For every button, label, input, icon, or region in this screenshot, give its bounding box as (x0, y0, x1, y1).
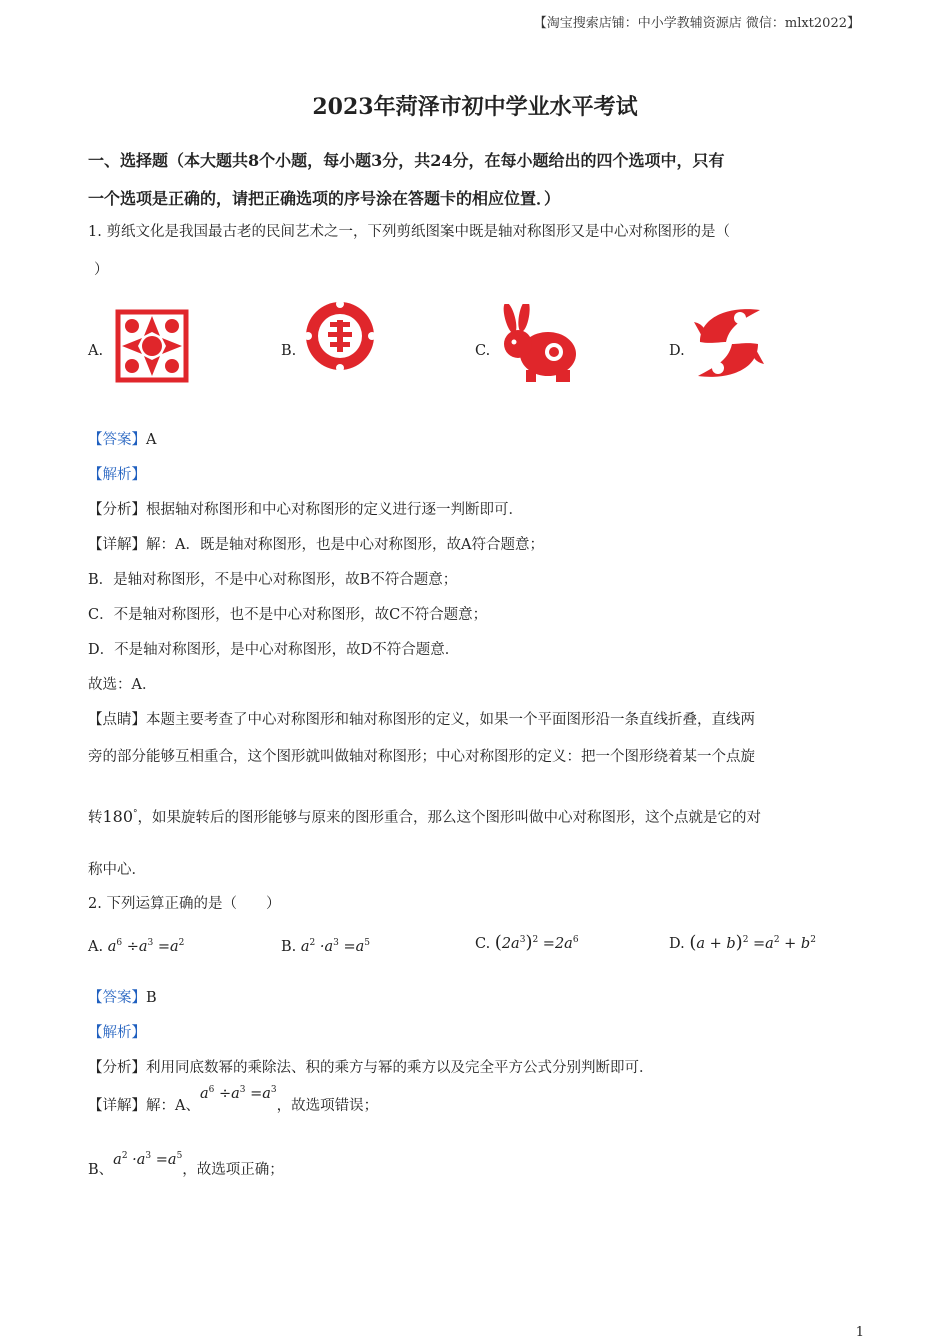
detail-a-end: ，故选项错误； (276, 1098, 379, 1114)
q1-detail-d: D．不是轴对称图形，是中心对称图形，故D不符合题意． (88, 642, 460, 658)
dianjing3-end: ，如果旋转后的图形能够与原来的图形重合，那么这个图形叫做中心对称图形，这个点就是它的对 (137, 810, 762, 826)
answer-value: B (146, 990, 157, 1006)
dianjing3-start: 转 (88, 810, 103, 826)
detail-tag: 【详解】 (88, 537, 146, 553)
q2-stem: 2. 下列运算正确的是（ ） (88, 896, 281, 912)
page-number: 1 (855, 1325, 864, 1340)
q2-option-a: A. $a^6 \div a^3 =a^2$ (88, 938, 185, 955)
q1-dianjing-line1 (88, 708, 755, 729)
rabbit-papercut-image (496, 304, 582, 386)
q1-fenxi (88, 498, 523, 519)
q2-answer (88, 986, 157, 1007)
q2-option-d: D. $(a + b)^2 =a^2 + b^2$ (669, 932, 816, 953)
q1-analysis-tag: 【解析】 (88, 467, 146, 483)
q2-fenxi (88, 1056, 654, 1077)
fenxi-text: 根据轴对称图形和中心对称图形的定义进行逐一判断即可． (146, 502, 523, 518)
q1-option-c-label: C. (475, 343, 491, 359)
q1-option-b-label: B. (281, 343, 297, 359)
page-header: 【淘宝搜索店铺：中小学教辅资源店 微信：mlxt2022】 (533, 16, 860, 31)
q1-answer (88, 428, 156, 449)
answer-tag: 【答案】 (88, 432, 146, 448)
papercut-pattern-image (114, 308, 190, 384)
dianjing-text: 本题主要考查了中心对称图形和轴对称图形的定义，如果一个平面图形沿一条直线折叠，直线两 (146, 712, 755, 728)
q2-detail-a: 【详解】解：A、$a^6 \div a^3 =a^3$，故选项错误； (88, 1085, 379, 1114)
q2-option-d-label: D. (669, 936, 685, 952)
fenxi-text: 利用同底数幂的乘除法、积的乘方与幂的乘方以及完全平方公式分别判断即可． (146, 1060, 654, 1076)
section-heading-line1: 一、选择题（本大题共8个小题，每小题3分，共24分，在每小题给出的四个选项中，只有 (88, 151, 725, 170)
q1-option-a-label: A. (88, 343, 104, 359)
fenxi-tag: 【分析】 (88, 1060, 146, 1076)
detail-b-start: B、 (88, 1162, 114, 1178)
detail-text: 解：A．既是轴对称图形，也是中心对称图形，故A符合题意； (146, 537, 544, 553)
q1-choose: 故选：A． (88, 677, 157, 693)
q1-dianjing-line2: 旁的部分能够互相重合，这个图形就叫做轴对称图形；中心对称图形的定义：把一个图形绕着某一个点旋 (88, 749, 755, 765)
q2-option-b: B. $a^2 \cdot a^3 =a^5$ (281, 938, 371, 955)
q1-detail (88, 533, 544, 554)
q2-analysis-tag: 【解析】 (88, 1025, 146, 1041)
q1-stem-line2: ） (94, 262, 109, 278)
angle-value: 180 (102, 807, 134, 826)
q2-option-a-label: A. (88, 938, 104, 955)
answer-tag: 【答案】 (88, 990, 146, 1006)
q2-option-b-label: B. (281, 938, 297, 955)
page-title: 2023年菏泽市初中学业水平考试 (312, 94, 638, 120)
degree-sign: ° (133, 809, 138, 820)
twin-fish-papercut-image (690, 302, 768, 384)
double-happiness-papercut-image (302, 298, 378, 374)
q1-option-d-label: D. (669, 343, 685, 359)
q2-detail-b: B、$a^2 \cdot a^3 =a^5$，故选项正确； (88, 1151, 284, 1178)
detail-b-end: ，故选项正确； (182, 1162, 284, 1178)
answer-value: A (146, 432, 157, 448)
section-heading-line2: 一个选项是正确的，请把正确选项的序号涂在答题卡的相应位置．） (88, 189, 561, 208)
q2-option-c: C. $(2a^3)^2 =2a^6$ (475, 932, 579, 953)
q2-option-c-label: C. (475, 936, 491, 952)
q1-detail-b: B．是轴对称图形，不是中心对称图形，故B不符合题意； (88, 572, 458, 588)
q1-dianjing-line3 (88, 806, 761, 827)
q1-detail-c: C．不是轴对称图形，也不是中心对称图形，故C不符合题意； (88, 607, 488, 623)
dianjing-tag: 【点睛】 (88, 712, 146, 728)
q1-dianjing-line4: 称中心． (88, 862, 146, 878)
detail-tag: 【详解】 (88, 1098, 146, 1114)
detail-a-start: 解：A、 (146, 1098, 200, 1114)
fenxi-tag: 【分析】 (88, 502, 146, 518)
q1-stem-line1: 1. 剪纸文化是我国最古老的民间艺术之一，下列剪纸图案中既是轴对称图形又是中心对称图形的是（ (88, 224, 730, 240)
